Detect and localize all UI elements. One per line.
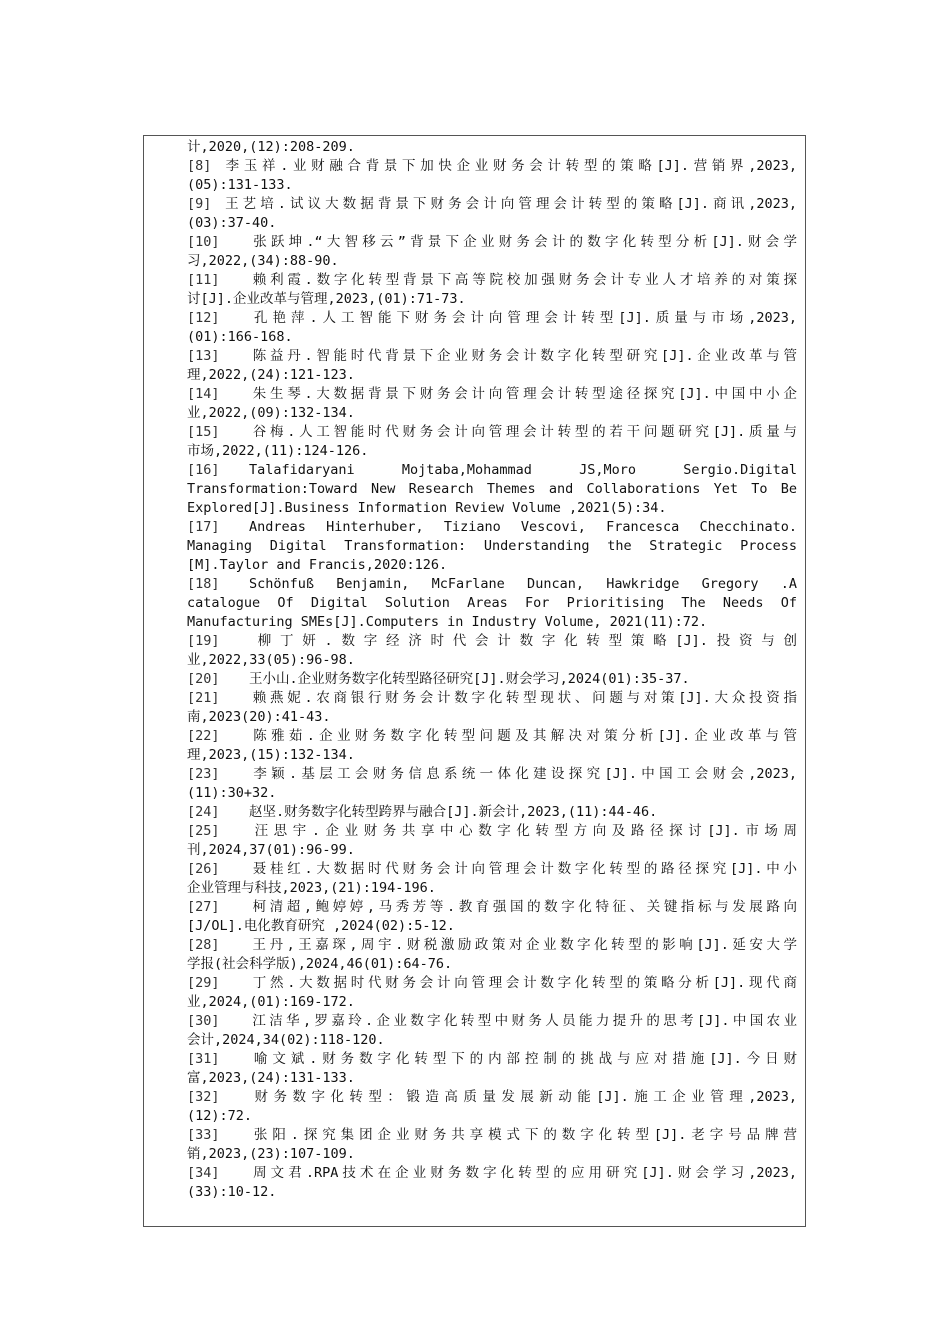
reference-line — [187, 1050, 797, 1069]
reference-number: [29] — [187, 975, 220, 991]
reference-line — [187, 461, 797, 480]
reference-text: 王丹,王嘉琛,周宇.财税激励政策对企业数字化转型的影响[J].延安大学 — [249, 937, 797, 953]
reference-line — [187, 689, 797, 708]
reference-line — [187, 404, 797, 423]
reference-line — [187, 746, 797, 765]
reference-line — [187, 499, 797, 518]
reference-text: 赖燕妮.农商银行财务会计数字化转型现状、问题与对策[J].大众投资指 — [249, 690, 797, 706]
reference-line — [187, 708, 797, 727]
reference-text: 赖利霞.数字化转型背景下高等院校加强财务会计专业人才培养的对策探 — [249, 272, 797, 288]
reference-text: 喻文斌.财务数字化转型下的内部控制的挑战与应对措施[J].今日财 — [249, 1051, 797, 1067]
reference-line — [187, 936, 797, 955]
reference-number: [19] — [187, 633, 220, 649]
reference-line — [187, 860, 797, 879]
reference-line — [187, 841, 797, 860]
reference-number: [15] — [187, 424, 220, 440]
reference-text: 富,2023,(24):131-133. — [187, 1070, 355, 1086]
reference-number: [18] — [187, 576, 220, 592]
reference-number: [27] — [187, 899, 220, 915]
reference-line — [187, 233, 797, 252]
reference-text: Andreas Hinterhuber, Tiziano Vescovi, Francesca Checchinato. — [249, 519, 797, 535]
reference-line — [187, 157, 797, 176]
reference-line — [187, 480, 797, 499]
reference-text: Managing Digital Transformation: Understanding the Strategic Process — [187, 538, 797, 554]
reference-text: 柳丁妍.数字经济时代会计数字化转型策略[J].投资与创 — [249, 633, 797, 649]
reference-text: 习,2022,(34):88-90. — [187, 253, 339, 269]
reference-text: Transformation:Toward New Research Themes and Collaborations Yet To Be — [187, 481, 797, 497]
reference-line — [187, 1107, 797, 1126]
reference-text: 业,2022,(09):132-134. — [187, 405, 355, 421]
reference-text: 刊,2024,37(01):96-99. — [187, 842, 355, 858]
reference-number: [32] — [187, 1089, 220, 1105]
reference-line — [187, 613, 797, 632]
reference-text: 柯清超,鲍婷婷,马秀芳等.教育强国的数字化特征、关键指标与发展路向 — [249, 899, 797, 915]
reference-number: [30] — [187, 1013, 220, 1029]
reference-line — [187, 632, 797, 651]
reference-text: [J/OL].电化教育研究 ,2024(02):5-12. — [187, 918, 455, 934]
reference-text: 汪思宇.企业财务共享中心数字化转型方向及路径探讨[J].市场周 — [249, 823, 797, 839]
reference-line — [187, 651, 797, 670]
reference-text: (03):37-40. — [187, 215, 277, 231]
reference-text: 陈雅茹.企业财务数字化转型问题及其解决对策分析[J].企业改革与管 — [249, 728, 797, 744]
reference-text: 丁然.大数据时代财务会计向管理会计数字化转型的策略分析[J].现代商 — [249, 975, 797, 991]
reference-line — [187, 138, 797, 157]
reference-text: Schönfuß Benjamin, McFarlane Duncan, Hawkridge Gregory .A — [249, 576, 797, 592]
reference-line — [187, 271, 797, 290]
reference-line — [187, 347, 797, 366]
reference-line — [187, 993, 797, 1012]
reference-number: [16] — [187, 462, 220, 478]
reference-text: 业,2024,(01):169-172. — [187, 994, 355, 1010]
reference-text: 市场,2022,(11):124-126. — [187, 443, 369, 459]
reference-text: 业,2022,33(05):96-98. — [187, 652, 355, 668]
reference-line — [187, 974, 797, 993]
reference-line — [187, 803, 797, 822]
reference-line — [187, 917, 797, 936]
reference-line — [187, 879, 797, 898]
reference-text: (01):166-168. — [187, 329, 293, 345]
reference-text: 南,2023(20):41-43. — [187, 709, 331, 725]
reference-number: [20] — [187, 671, 220, 687]
reference-number: [22] — [187, 728, 220, 744]
reference-text: (05):131-133. — [187, 177, 293, 193]
reference-text: 谷梅.人工智能时代财务会计向管理会计转型的若干问题研究[J].质量与 — [249, 424, 797, 440]
reference-number: [8] — [187, 158, 212, 174]
reference-line — [187, 898, 797, 917]
reference-text: 陈益丹.智能时代背景下企业财务会计数字化转型研究[J].企业改革与管 — [249, 348, 797, 364]
reference-text: (12):72. — [187, 1108, 253, 1124]
reference-text: 赵坚.财务数字化转型跨界与融合[J].新会计,2023,(11):44-46. — [249, 804, 658, 820]
reference-line — [187, 765, 797, 784]
reference-line — [187, 1145, 797, 1164]
reference-text: 财务数字化转型：锻造高质量发展新动能[J].施工企业管理,2023, — [249, 1089, 797, 1105]
reference-number: [23] — [187, 766, 220, 782]
reference-line — [187, 822, 797, 841]
reference-line — [187, 423, 797, 442]
reference-line — [187, 214, 797, 233]
reference-text: 学报(社会科学版),2024,46(01):64-76. — [187, 956, 453, 972]
reference-line — [187, 1031, 797, 1050]
reference-number: [31] — [187, 1051, 220, 1067]
reference-line — [187, 1126, 797, 1145]
reference-text: catalogue Of Digital Solution Areas For Prioritising The Needs Of — [187, 595, 797, 611]
reference-text: Talafidaryani Mojtaba,Mohammad JS,Moro Sergio.Digital — [249, 462, 797, 478]
reference-number: [25] — [187, 823, 220, 839]
reference-number: [26] — [187, 861, 220, 877]
reference-text: 张跃坤.“大智移云”背景下企业财务会计的数字化转型分析[J].财会学 — [249, 234, 797, 250]
reference-line — [187, 1012, 797, 1031]
reference-line — [187, 955, 797, 974]
reference-number: [13] — [187, 348, 220, 364]
reference-line — [187, 290, 797, 309]
reference-text: 理,2023,(15):132-134. — [187, 747, 355, 763]
reference-number: [33] — [187, 1127, 220, 1143]
reference-line — [187, 252, 797, 271]
reference-text: 理,2022,(24):121-123. — [187, 367, 355, 383]
reference-text: 江洁华,罗嘉玲.企业数字化转型中财务人员能力提升的思考[J].中国农业 — [249, 1013, 797, 1029]
reference-line — [187, 309, 797, 328]
reference-line — [187, 1069, 797, 1088]
reference-line — [187, 328, 797, 347]
reference-text: 聂桂红.大数据时代财务会计向管理会计数字化转型的路径探究[J].中小 — [249, 861, 797, 877]
reference-text: 计,2020,(12):208-209. — [187, 139, 355, 155]
reference-line — [187, 442, 797, 461]
reference-text: (33):10-12. — [187, 1184, 277, 1200]
reference-line — [187, 176, 797, 195]
reference-line — [187, 1183, 797, 1202]
reference-text: 周文君.RPA技术在企业财务数字化转型的应用研究[J].财会学习,2023, — [249, 1165, 797, 1181]
reference-text: (11):30+32. — [187, 785, 277, 801]
reference-line — [187, 727, 797, 746]
reference-number: [24] — [187, 804, 220, 820]
reference-number: [10] — [187, 234, 220, 250]
reference-number: [21] — [187, 690, 220, 706]
reference-text: 孔艳萍.人工智能下财务会计向管理会计转型[J].质量与市场,2023, — [249, 310, 797, 326]
reference-line — [187, 1164, 797, 1183]
reference-number: [12] — [187, 310, 220, 326]
reference-line — [187, 670, 797, 689]
reference-text: Explored[J].Business Information Review Volume ,2021(5):34. — [187, 500, 667, 516]
reference-line — [187, 195, 797, 214]
reference-text: 张阳.探究集团企业财务共享模式下的数字化转型[J].老字号品牌营 — [249, 1127, 797, 1143]
reference-line — [187, 518, 797, 537]
reference-text: [M].Taylor and Francis,2020:126. — [187, 557, 448, 573]
reference-number: [28] — [187, 937, 220, 953]
reference-text: 王小山.企业财务数字化转型路径研究[J].财会学习,2024(01):35-37. — [249, 671, 690, 687]
reference-list — [187, 138, 797, 1202]
reference-line — [187, 575, 797, 594]
reference-text: 销,2023,(23):107-109. — [187, 1146, 355, 1162]
reference-line — [187, 594, 797, 613]
reference-number: [17] — [187, 519, 220, 535]
reference-text: Manufacturing SMEs[J].Computers in Industry Volume, 2021(11):72. — [187, 614, 708, 630]
reference-text: 企业管理与科技,2023,(21):194-196. — [187, 880, 436, 896]
reference-text: 朱生琴.大数据背景下财务会计向管理会计转型途径探究[J].中国中小企 — [249, 386, 797, 402]
reference-number: [14] — [187, 386, 220, 402]
reference-number: [34] — [187, 1165, 220, 1181]
reference-line — [187, 1088, 797, 1107]
reference-line — [187, 556, 797, 575]
reference-line — [187, 366, 797, 385]
reference-text: 会计,2024,34(02):118-120. — [187, 1032, 385, 1048]
reference-line — [187, 385, 797, 404]
reference-number: [11] — [187, 272, 220, 288]
reference-number: [9] — [187, 196, 212, 212]
reference-text: 讨[J].企业改革与管理,2023,(01):71-73. — [187, 291, 466, 307]
reference-text: 李颖.基层工会财务信息系统一体化建设探究[J].中国工会财会,2023, — [249, 766, 797, 782]
reference-text: 王艺培.试议大数据背景下财务会计向管理会计转型的策略[J].商讯,2023, — [221, 196, 797, 212]
reference-line — [187, 784, 797, 803]
reference-line — [187, 537, 797, 556]
reference-text: 李玉祥.业财融合背景下加快企业财务会计转型的策略[J].营销界,2023, — [221, 158, 797, 174]
